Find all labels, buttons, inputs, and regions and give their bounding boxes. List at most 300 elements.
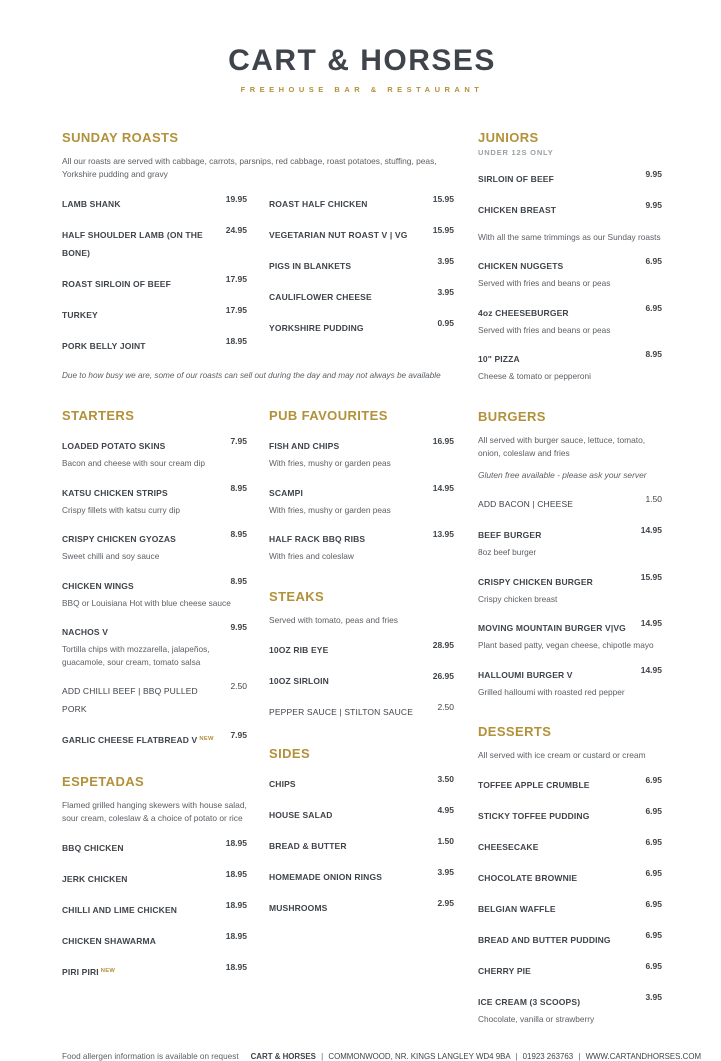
item-name-group [62, 529, 176, 547]
item-name-group [478, 200, 556, 218]
item-name-group [478, 899, 556, 917]
item-price: 6.95 [645, 302, 662, 313]
item-name-group [62, 274, 171, 292]
menu-item [269, 287, 454, 305]
item-price: 6.95 [645, 256, 662, 267]
menu-item-row [478, 169, 662, 187]
item-name-group [62, 962, 115, 980]
item-name: BREAD AND BUTTER PUDDING [478, 935, 611, 946]
menu-item [478, 992, 662, 1025]
menu-item-row [62, 305, 247, 323]
section-title: STARTERS [62, 408, 135, 424]
item-name: SCAMPI [269, 487, 303, 498]
item-name-group [269, 256, 351, 274]
menu-item [269, 805, 454, 823]
section-title: JUNIORS [478, 130, 539, 145]
menu-item-row [478, 930, 662, 948]
item-price: 6.95 [645, 961, 662, 972]
item-name: PIRI PIRI [62, 966, 99, 977]
menu-item-row [269, 194, 454, 212]
item-price: 6.95 [645, 899, 662, 910]
item-price: 17.95 [225, 274, 247, 285]
menu-item [269, 225, 454, 243]
menu-item-row [269, 483, 454, 501]
item-name: BELGIAN WAFFLE [478, 904, 556, 915]
menu-item [478, 200, 662, 218]
item-price: 18.95 [225, 899, 247, 910]
item-name: MUSHROOMS [269, 902, 328, 913]
item-name-group [62, 225, 216, 261]
item-name-group [269, 318, 364, 336]
item-name-group [478, 349, 520, 367]
item-name-group [478, 169, 554, 187]
menu-item-row [478, 572, 662, 590]
menu-item [478, 961, 662, 979]
menu-item [62, 274, 247, 292]
item-name-group [269, 640, 328, 658]
allergen-note: Food allergen information is available on request [62, 1051, 239, 1061]
section-description: All served with ice cream or custard or cream [478, 750, 646, 761]
restaurant-tagline: FREEHOUSE BAR & RESTAURANT [240, 85, 484, 94]
menu-item [478, 806, 662, 824]
footer-brand: CART & HORSES [250, 1051, 316, 1061]
item-name: ADD CHILLI BEEF | BBQ PULLED PORK [62, 685, 198, 714]
item-name-group [269, 805, 333, 823]
section-description: Flamed grilled hanging skewers with house salad, sour cream, coleslaw & a choice of potato or rice [62, 799, 247, 823]
item-name-group [269, 225, 408, 243]
item-name: TURKEY [62, 310, 98, 321]
item-description: Crispy chicken breast [478, 593, 558, 604]
menu-item-row [62, 225, 247, 261]
section-title: SUNDAY ROASTS [62, 130, 179, 145]
item-name: CHIPS [269, 778, 296, 789]
menu-item [62, 838, 247, 856]
section-espetadas [62, 774, 247, 980]
item-name: CHICKEN BREAST [478, 205, 557, 215]
item-price: 18.95 [225, 336, 247, 347]
item-price: 3.95 [437, 287, 454, 298]
item-price: 26.95 [432, 670, 454, 681]
item-description: Served with fries and beans or peas [478, 324, 611, 335]
menu-item [269, 898, 454, 916]
item-price: 2.50 [230, 680, 247, 691]
item-name-group [478, 930, 611, 948]
item-name: LAMB SHANK [62, 199, 121, 210]
menu-item-row [62, 622, 247, 640]
item-name-group [269, 671, 329, 689]
item-name-group [62, 622, 108, 640]
section-title: SIDES [269, 745, 311, 761]
item-name: PEPPER SAUCE | STILTON SAUCE [269, 706, 414, 717]
footer-separator: | [515, 1051, 518, 1061]
menu-item [478, 303, 662, 336]
item-name: ROAST HALF CHICKEN [269, 199, 368, 210]
menu-item-row [269, 671, 454, 689]
item-name: BEEF BURGER [478, 530, 542, 541]
item-description: Bacon and cheese with sour cream dip [62, 458, 205, 469]
item-price: 9.95 [230, 622, 247, 633]
item-price: 9.95 [645, 200, 662, 210]
section-title: ESPETADAS [62, 773, 145, 789]
menu-item [62, 529, 247, 562]
menu-item-row [478, 775, 662, 793]
menu-item [62, 962, 247, 980]
menu-item-row [62, 931, 247, 949]
menu-item [62, 336, 247, 354]
menu-item [62, 622, 247, 668]
menu-item-row [478, 868, 662, 886]
item-price: 15.95 [432, 225, 454, 236]
item-name: CHICKEN WINGS [62, 580, 134, 591]
menu-item-row [478, 256, 662, 274]
item-price: 6.95 [645, 930, 662, 941]
item-name-group [269, 774, 296, 792]
item-description: Served with fries and beans or peas [478, 278, 611, 289]
menu-item-row [269, 318, 454, 336]
section-title: PUB FAVOURITES [269, 408, 388, 424]
item-name: CHOCOLATE BROWNIE [478, 873, 578, 884]
item-price: 15.95 [432, 194, 454, 205]
section-title: BURGERS [478, 408, 546, 424]
item-price: 18.95 [225, 837, 247, 848]
item-name: ROAST SIRLOIN OF BEEF [62, 279, 171, 290]
section-sides [269, 746, 454, 916]
section-title: DESSERTS [478, 724, 552, 740]
item-name: SIRLOIN OF BEEF [478, 174, 554, 184]
menu-item-row [269, 225, 454, 243]
menu-item-row [62, 576, 247, 594]
item-price: 2.50 [437, 701, 454, 712]
section-pub-favourites [269, 408, 454, 562]
item-name-group [269, 702, 413, 720]
section-subtitle: UNDER 12S ONLY [478, 148, 554, 157]
item-name-group [62, 483, 168, 501]
item-name: FISH AND CHIPS [269, 441, 340, 452]
item-name: 10OZ RIB EYE [269, 644, 329, 655]
item-description: Sweet chilli and soy sauce [62, 551, 160, 562]
menu-item-row [62, 838, 247, 856]
menu-item-row [62, 681, 247, 717]
item-price: 3.95 [437, 256, 454, 267]
menu-item-row [62, 900, 247, 918]
item-name: BREAD & BUTTER [269, 840, 347, 851]
item-name-group [269, 836, 347, 854]
menu-item-row [478, 992, 662, 1010]
item-name: HOUSE SALAD [269, 809, 333, 820]
item-name: CHILLI AND LIME CHICKEN [62, 904, 178, 915]
section-juniors [478, 130, 662, 383]
item-price: 8.95 [230, 529, 247, 540]
item-description: Plant based patty, vegan cheese, chipotle mayo [478, 640, 654, 651]
menu-item [478, 618, 662, 651]
menu-item [62, 900, 247, 918]
section-description: All served with burger sauce, lettuce, tomato, onion, coleslaw and fries [478, 434, 646, 458]
section-note: Gluten free available - please ask your server [478, 469, 647, 480]
item-name-group [478, 618, 626, 636]
item-description: Chocolate, vanilla or strawberry [478, 1014, 595, 1025]
item-name: PIGS IN BLANKETS [269, 261, 352, 272]
menu-item [62, 576, 247, 609]
item-price: 17.95 [225, 305, 247, 316]
item-name-group [269, 867, 382, 885]
item-price: 8.95 [645, 349, 662, 360]
roast-column-2 [269, 194, 454, 367]
item-name-group [478, 572, 593, 590]
footer-address: COMMONWOOD, NR. KINGS LANGLEY WD4 9BA [328, 1051, 511, 1061]
menu-item [269, 318, 454, 336]
item-price: 14.95 [640, 618, 662, 629]
item-name-group [478, 303, 569, 321]
menu-item-row [269, 774, 454, 792]
item-price: 6.95 [645, 775, 662, 786]
item-description: Cheese & tomato or pepperoni [478, 371, 592, 382]
item-price: 6.95 [645, 868, 662, 879]
section-description: All our roasts are served with cabbage, carrots, parsnips, red cabbage, roast potatoes, stuffing, peas, Yorkshire pudding and gravy [62, 156, 437, 180]
item-price: 2.95 [437, 897, 454, 908]
footer-separator: | [578, 1051, 581, 1061]
item-name-group [269, 483, 303, 501]
menu-item-row [62, 529, 247, 547]
item-name: HALLOUMI BURGER V [478, 669, 573, 680]
menu-item-row [62, 483, 247, 501]
menu-item [478, 525, 662, 558]
menu-item [62, 931, 247, 949]
item-name: 10" PIZZA [478, 354, 520, 365]
item-name-group [62, 838, 124, 856]
item-name: NACHOS V [62, 627, 109, 638]
item-name: BBQ CHICKEN [62, 842, 124, 853]
menu-item [62, 681, 247, 717]
menu-item [269, 867, 454, 885]
section-description: Served with tomato, peas and fries [269, 614, 398, 625]
menu-item-row [269, 898, 454, 916]
menu-item-row [62, 869, 247, 887]
item-name: YORKSHIRE PUDDING [269, 323, 364, 334]
item-price: 7.95 [230, 436, 247, 447]
section-title: STEAKS [269, 588, 325, 604]
menu-item-row [269, 702, 454, 720]
new-badge: NEW [199, 735, 214, 742]
middle-column [269, 408, 454, 1006]
item-description: Tortilla chips with mozzarella, jalapeños, guacamole, sour cream, tomato salsa [62, 644, 210, 667]
footer-website: WWW.CARTANDHORSES.COM [585, 1051, 702, 1061]
item-name-group [478, 775, 590, 793]
item-name-group [478, 806, 589, 824]
item-name: HALF SHOULDER LAMB (ON THE BONE) [62, 230, 203, 259]
item-name: TOFFEE APPLE CRUMBLE [478, 780, 590, 791]
item-price: 14.95 [640, 664, 662, 675]
two-column-area [62, 408, 454, 1006]
menu-item [269, 836, 454, 854]
menu-item-row [62, 730, 247, 748]
item-name: ICE CREAM (3 SCOOPS) [478, 997, 581, 1008]
menu-item-row [269, 256, 454, 274]
menu-item [269, 671, 454, 689]
item-name: CHICKEN SHAWARMA [62, 935, 157, 946]
item-price: 13.95 [432, 529, 454, 540]
item-price: 3.95 [645, 992, 662, 1003]
item-name-group [478, 665, 573, 683]
item-name-group [269, 436, 339, 454]
menu-item [269, 702, 454, 720]
item-name-group [62, 336, 146, 354]
item-price: 28.95 [432, 639, 454, 650]
menu-item [269, 483, 454, 516]
item-price: 6.95 [645, 837, 662, 848]
menu-item [62, 225, 247, 261]
roast-columns [62, 194, 454, 367]
item-description: With fries, mushy or garden peas [269, 458, 391, 469]
item-price: 1.50 [437, 835, 454, 846]
menu-item-row [478, 494, 662, 512]
menu-item [62, 305, 247, 323]
menu-item-row [478, 837, 662, 855]
item-name: STICKY TOFFEE PUDDING [478, 811, 590, 822]
menu-item [269, 640, 454, 658]
item-name: ADD BACON | CHEESE [478, 499, 574, 510]
item-name-group [269, 898, 328, 916]
item-name: CHERRY PIE [478, 966, 531, 977]
menu-item [62, 194, 247, 212]
section-sunday-roasts [62, 130, 454, 382]
menu-item [478, 837, 662, 855]
menu-item-row [269, 640, 454, 658]
menu-item-row [269, 867, 454, 885]
menu-item-row [269, 805, 454, 823]
item-name: KATSU CHICKEN STRIPS [62, 487, 168, 498]
item-name-group [478, 525, 542, 543]
item-name-group [269, 287, 372, 305]
menu-item [478, 930, 662, 948]
left-middle-area [62, 130, 454, 1052]
item-name-group [62, 436, 165, 454]
item-description: Crispy fillets with katsu curry dip [62, 504, 181, 515]
menu-item [62, 730, 247, 748]
menu-item-row [478, 806, 662, 824]
menu-item [478, 899, 662, 917]
item-price: 9.95 [645, 169, 662, 179]
item-name: LOADED POTATO SKINS [62, 441, 166, 452]
item-name: CHEESECAKE [478, 842, 539, 853]
section-burgers [478, 409, 662, 698]
item-name: HOMEMADE ONION RINGS [269, 871, 383, 882]
item-price: 4.95 [437, 804, 454, 815]
menu-item [478, 775, 662, 793]
item-name: HALF RACK BBQ RIBS [269, 534, 366, 545]
menu-item [478, 572, 662, 605]
item-name-group [478, 961, 531, 979]
menu-inline-note: With all the same trimmings as our Sunday roasts [478, 232, 661, 242]
item-name: 4oz CHEESEBURGER [478, 307, 569, 318]
item-price: 14.95 [432, 482, 454, 493]
menu-item-row [62, 436, 247, 454]
item-name: CRISPY CHICKEN BURGER [478, 576, 593, 587]
menu-item [478, 349, 662, 382]
new-badge: NEW [100, 967, 116, 974]
left-column [62, 408, 247, 1006]
item-price: 15.95 [640, 571, 662, 582]
item-price: 8.95 [230, 575, 247, 586]
item-price: 18.95 [225, 868, 247, 879]
item-name: GARLIC CHEESE FLATBREAD V [62, 734, 198, 745]
item-name-group [478, 256, 563, 274]
menu-item [478, 665, 662, 698]
item-name: CHICKEN NUGGETS [478, 261, 564, 272]
item-price: 24.95 [225, 225, 247, 236]
menu-item [62, 483, 247, 516]
item-name: PORK BELLY JOINT [62, 341, 146, 352]
item-description: With fries and coleslaw [269, 551, 354, 562]
item-name-group [62, 931, 156, 949]
item-price: 16.95 [432, 436, 454, 447]
menu-item [269, 256, 454, 274]
item-name-group [62, 730, 214, 748]
item-price: 0.95 [437, 318, 454, 329]
item-name-group [478, 868, 577, 886]
item-name-group [62, 900, 177, 918]
menu-item-row [478, 961, 662, 979]
item-name-group [478, 837, 539, 855]
menu-item [478, 169, 662, 187]
item-name-group [62, 305, 98, 323]
item-name-group [62, 681, 220, 717]
item-name: CAULIFLOWER CHEESE [269, 292, 372, 303]
item-price: 14.95 [640, 525, 662, 536]
item-price: 1.50 [645, 494, 662, 505]
item-name: VEGETARIAN NUT ROAST V | VG [269, 230, 408, 241]
contact-line [251, 1052, 701, 1061]
menu-item-row [478, 349, 662, 367]
item-description: Grilled halloumi with roasted red pepper [478, 686, 625, 697]
menu-item-row [478, 618, 662, 636]
right-column [478, 130, 662, 1052]
menu-item-row [478, 200, 662, 218]
item-price: 3.50 [437, 773, 454, 784]
menu-item-row [269, 436, 454, 454]
item-name: 10OZ SIRLOIN [269, 675, 329, 686]
item-name-group [269, 529, 365, 547]
item-price: 6.95 [645, 806, 662, 817]
menu-item-row [62, 336, 247, 354]
footer-phone: 01923 263763 [522, 1051, 574, 1061]
item-name-group [478, 494, 573, 512]
item-name: MOVING MOUNTAIN BURGER V|VG [478, 623, 626, 634]
menu-item [478, 868, 662, 886]
item-description: With fries, mushy or garden peas [269, 504, 391, 515]
menu-item [269, 194, 454, 212]
menu-item [269, 774, 454, 792]
menu-item [478, 256, 662, 289]
item-name: JERK CHICKEN [62, 873, 128, 884]
menu-item [62, 436, 247, 469]
menu-item [478, 494, 662, 512]
item-price: 19.95 [225, 194, 247, 205]
menu-body [62, 130, 662, 1052]
menu-item-row [478, 525, 662, 543]
restaurant-name: CART & HORSES [228, 44, 496, 77]
item-description: BBQ or Louisiana Hot with blue cheese sauce [62, 597, 231, 608]
item-name-group [62, 194, 121, 212]
item-name-group [62, 576, 134, 594]
item-price: 8.95 [230, 482, 247, 493]
footer-separator: | [321, 1051, 324, 1061]
menu-item-row [478, 665, 662, 683]
menu-item-row [269, 287, 454, 305]
item-price: 18.95 [225, 930, 247, 941]
item-name-group [62, 869, 128, 887]
menu-item-row [62, 194, 247, 212]
item-name: CRISPY CHICKEN GYOZAS [62, 534, 176, 545]
